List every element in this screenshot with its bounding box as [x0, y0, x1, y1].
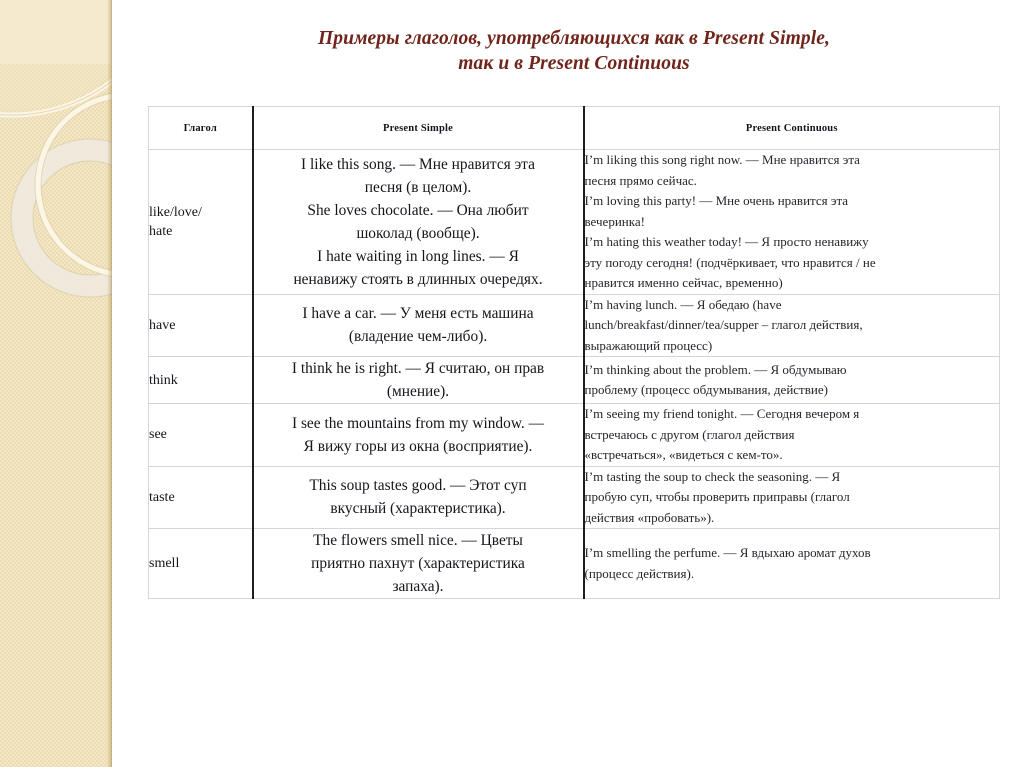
page-title [148, 26, 1000, 76]
table-header-row [149, 107, 1000, 150]
cell-present-simple-line: The flowers smell nice. — Цветы [313, 532, 523, 549]
cell-present-continuous [584, 466, 1000, 529]
cell-present-continuous-line: песня прямо сейчас. [584, 172, 697, 188]
cell-verb [149, 529, 253, 599]
cell-present-continuous-line: встречаюсь с другом (глагол действия [584, 426, 795, 442]
cell-present-simple-line: шоколад (вообще). [356, 224, 480, 242]
cell-present-continuous-line: «встречаться», «видеться с кем-то». [584, 447, 783, 462]
cell-present-simple-line: (владение чем-либо). [348, 328, 488, 346]
cell-present-continuous-line: пробую суп, чтобы проверить приправы (глагол [584, 489, 850, 504]
cell-present-simple-line: I have a car. — У меня есть машина [302, 305, 534, 323]
cell-verb-line: think [149, 372, 178, 388]
cell-present-simple-line: I see the mountains from my window. — [291, 414, 545, 432]
column-header-present-simple: Present Simple [253, 107, 584, 150]
page-title-line1: Примеры глаголов, употребляющихся как в Present Simple, [318, 28, 830, 49]
cell-present-simple-line: She loves chocolate. — Она любит [307, 201, 529, 219]
cell-verb [149, 404, 253, 467]
cell-verb-line: have [149, 317, 176, 333]
cell-present-continuous [584, 357, 1000, 404]
page-title-line2: так и в Present Continuous [458, 53, 690, 74]
cell-verb [149, 357, 253, 404]
cell-present-continuous [584, 404, 1000, 467]
table-row [149, 294, 1000, 357]
cell-present-simple [253, 357, 584, 404]
cell-verb-line: hate [149, 223, 173, 239]
table-row [149, 404, 1000, 467]
table-row [149, 466, 1000, 529]
cell-present-simple-line: I like this song. — Мне нравится эта [301, 155, 535, 173]
cell-present-continuous-line: I’m smelling the perfume. — Я вдыхаю аромат духов [584, 545, 871, 560]
cell-present-continuous-line: I’m tasting the soup to check the seasoning. — Я [584, 468, 841, 484]
table-row [149, 529, 1000, 599]
cell-present-continuous-line: вечеринка! [584, 213, 645, 229]
cell-present-continuous-line: эту погоду сегодня! (подчёркивает, что нравится / не [584, 254, 876, 270]
cell-verb [149, 150, 253, 295]
cell-present-simple-line: Я вижу горы из окна (восприятие). [303, 437, 533, 455]
cell-present-continuous [584, 529, 1000, 599]
cell-present-simple-line: песня (в целом). [364, 178, 472, 196]
cell-present-continuous-line: действия «пробовать»). [584, 509, 715, 525]
cell-verb-line: taste [149, 489, 175, 505]
cell-verb-line: like/love/ [149, 204, 202, 220]
column-header-present-continuous: Present Continuous [584, 107, 1000, 150]
decorative-rings [0, 0, 112, 767]
cell-present-continuous-line: I’m liking this song right now. — Мне нравится эта [584, 152, 860, 167]
cell-present-simple-line: запаха). [392, 578, 444, 595]
cell-verb-line: smell [149, 556, 180, 571]
cell-verb-line: see [149, 427, 167, 443]
table-row [149, 357, 1000, 404]
cell-present-simple-line: This soup tastes good. — Этот суп [309, 477, 527, 495]
cell-present-continuous-line: I’m thinking about the problem. — Я обдумываю [584, 361, 847, 377]
cell-present-simple-line: I think he is right. — Я считаю, он прав [291, 360, 545, 377]
cell-present-continuous [584, 150, 1000, 295]
cell-present-simple [253, 150, 584, 295]
cell-present-continuous-line: (процесс действия). [584, 565, 695, 581]
cell-present-simple-line: вкусный (характеристика). [330, 500, 506, 518]
cell-present-continuous-line: I’m loving this party! — Мне очень нравится эта [584, 193, 849, 208]
decorative-side-band [0, 0, 112, 767]
cell-present-continuous-line: I’m having lunch. — Я обедаю (have [584, 296, 782, 312]
cell-present-simple-line: I hate waiting in long lines. — Я [317, 247, 519, 265]
cell-present-simple-line: (мнение). [386, 383, 450, 400]
verb-comparison-table [148, 106, 1000, 599]
cell-present-continuous [584, 294, 1000, 357]
cell-present-continuous-line: выражающий процесс) [584, 337, 713, 353]
cell-present-simple-line: ненавижу стоять в длинных очередях. [293, 270, 543, 288]
cell-present-simple-line: приятно пахнут (характеристика [311, 555, 525, 572]
cell-present-continuous-line: I’m seeing my friend tonight. — Сегодня вечером я [584, 406, 860, 421]
cell-present-continuous-line: I’m hating this weather today! — Я просто ненавижу [584, 234, 869, 249]
column-header-verb: Глагол [149, 107, 253, 150]
cell-verb [149, 294, 253, 357]
cell-present-simple [253, 529, 584, 599]
cell-present-simple [253, 404, 584, 467]
table-row [149, 150, 1000, 295]
cell-present-continuous-line: lunch/breakfast/dinner/tea/supper – глагол действия, [584, 317, 863, 332]
table-body [149, 150, 1000, 599]
cell-present-continuous-line: нравится именно сейчас, временно) [584, 275, 783, 290]
table-header [149, 107, 1000, 150]
cell-verb [149, 466, 253, 529]
cell-present-continuous-line: проблему (процесс обдумывания, действие) [584, 382, 828, 397]
band-edge-shadow [107, 0, 112, 767]
cell-present-simple [253, 294, 584, 357]
cell-present-simple [253, 466, 584, 529]
